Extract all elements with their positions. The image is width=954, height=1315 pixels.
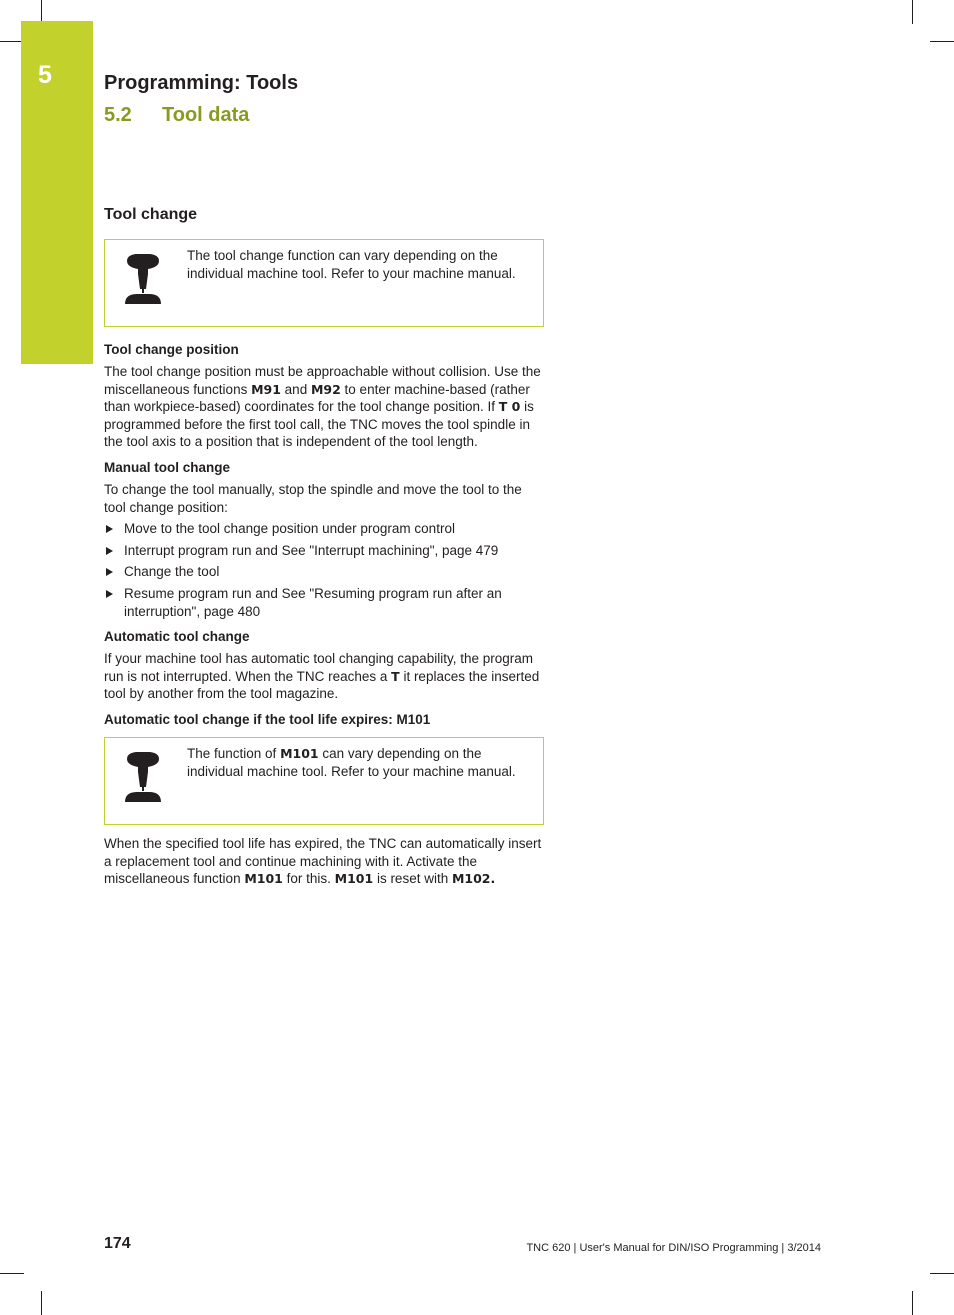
list-item — [104, 563, 544, 581]
machine-tool-spindle-icon — [123, 252, 163, 304]
crop-mark — [930, 41, 954, 42]
footer-text: TNC 620 | User's Manual for DIN/ISO Programming | 3/2014 — [526, 1242, 821, 1254]
heading-m101: Automatic tool change if the tool life expires: M101 — [104, 711, 431, 727]
text-run: for this. — [282, 871, 335, 887]
code-m101: M101 — [280, 745, 319, 761]
section-title: Tool data — [162, 104, 250, 126]
chapter-tab — [21, 21, 93, 364]
note-text: The tool change function can vary depending on the individual machine tool. Refer to your machine manual. — [187, 248, 516, 281]
code-m92: M92 — [310, 381, 341, 397]
text-run: to enter machine-based (rather than workpiece-based) coordinates for the tool change position. If — [104, 381, 530, 415]
text-run: and — [280, 381, 311, 397]
note-text — [187, 745, 527, 780]
crop-mark — [912, 0, 913, 24]
list-item-text: Change the tool — [124, 564, 220, 580]
text-run: The tool change position must be approachable without collision. Use the miscellaneous functions — [104, 364, 541, 397]
main-content — [104, 205, 544, 896]
crop-mark — [930, 1273, 954, 1274]
heading-tool-change-position: Tool change position — [104, 342, 239, 357]
page-number: 174 — [104, 1235, 131, 1252]
code-m101: M101 — [244, 871, 283, 887]
step-list — [104, 520, 544, 620]
chapter-number: 5 — [38, 61, 52, 89]
chapter-title: Programming: Tools — [104, 72, 299, 94]
text-run: is programmed before the first tool call, the TNC moves the tool spindle in the tool axis to a position that is independent of the tool length. — [104, 399, 534, 450]
note-box — [104, 239, 544, 327]
paragraph-automatic-tool-change — [104, 650, 544, 703]
code-m101: M101 — [334, 871, 374, 887]
paragraph-manual-tool-change: To change the tool manually, stop the spindle and move the tool to the tool change position: — [104, 481, 522, 515]
list-item-text: Interrupt program run and See "Interrupt machining", page 479 — [124, 542, 499, 558]
text-run: is reset with — [373, 871, 452, 887]
arrow-right-icon — [106, 590, 113, 598]
arrow-right-icon — [106, 525, 113, 533]
list-item-text: Move to the tool change position under program control — [124, 521, 455, 537]
crop-mark — [41, 1291, 42, 1315]
list-item — [104, 585, 544, 620]
paragraph-tool-life — [104, 835, 544, 888]
arrow-right-icon — [106, 568, 113, 576]
machine-tool-spindle-icon — [123, 750, 163, 802]
heading-automatic-tool-change: Automatic tool change — [104, 629, 250, 645]
text-run: If your machine tool has automatic tool changing capability, the program run is not interrupted. When the TNC reaches a — [104, 651, 533, 684]
list-item-text: Resume program run and See "Resuming program run after an interruption", page 480 — [124, 585, 502, 619]
text-run: it replaces the inserted tool by another from the tool magazine. — [104, 668, 540, 702]
paragraph-tool-change-position — [104, 363, 544, 451]
text-run: can vary depending on the individual machine tool. Refer to your machine manual. — [187, 745, 516, 779]
list-item — [104, 542, 544, 560]
heading-tool-change: Tool change — [104, 206, 198, 223]
note-box — [104, 737, 544, 825]
section-number: 5.2 — [104, 104, 132, 126]
arrow-right-icon — [106, 547, 113, 555]
text-run: When the specified tool life has expired, the TNC can automatically insert a replacement tool and continue machining with it. Activate the miscellaneous function — [104, 835, 542, 887]
code-m91: M91 — [251, 381, 281, 397]
code-t0: T 0 — [498, 399, 521, 415]
heading-manual-tool-change: Manual tool change — [104, 459, 231, 475]
code-m102: M102. — [451, 871, 496, 887]
code-t: T — [391, 668, 400, 684]
text-run: The function of — [187, 745, 281, 761]
crop-mark — [0, 1273, 24, 1274]
list-item — [104, 520, 544, 538]
crop-mark — [912, 1291, 913, 1315]
